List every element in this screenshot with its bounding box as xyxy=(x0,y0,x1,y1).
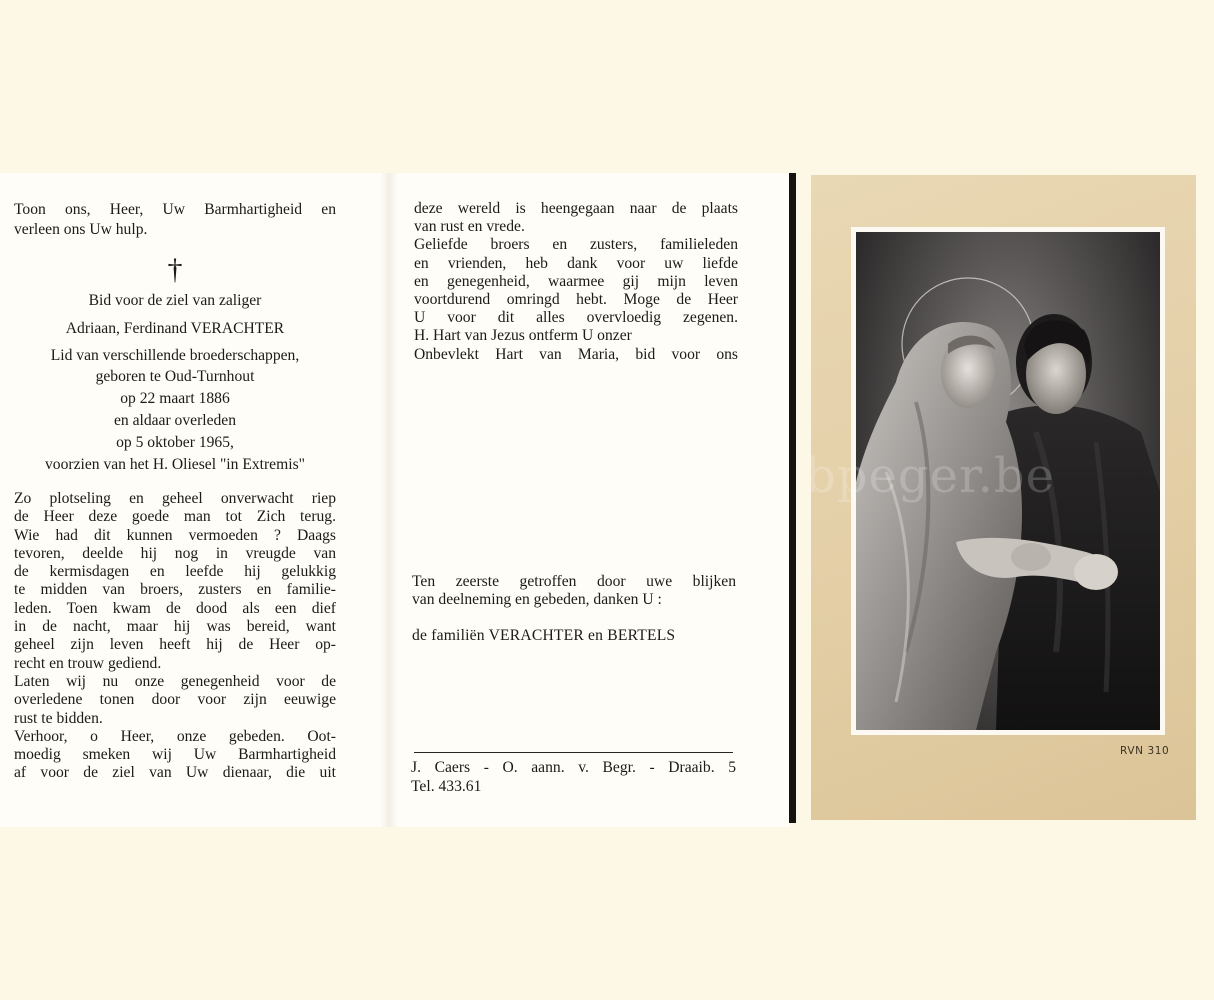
body-line-1: Zo plotseling en geheel onverwacht riep xyxy=(14,489,336,507)
continuation-line-6: voortdurend omringd hebt. Moge de Heer xyxy=(414,291,738,309)
bio-line-5: op 5 oktober 1965, xyxy=(116,433,234,451)
families-line: de familiën VERACHTER en BERTELS xyxy=(412,627,676,644)
continuation-line-8: H. Hart van Jezus ontferm U onzer xyxy=(414,327,632,345)
body-line-5: de kermisdagen en leefde hij gelukkig xyxy=(14,563,336,581)
card-edge-divider xyxy=(789,173,796,823)
body-line-14: Verhoor, o Heer, onze gebeden. Oot- xyxy=(14,727,336,745)
continuation-line-7: U voor dit alles overvloedig zegenen. xyxy=(414,309,738,327)
printer-line-1: J. Caers - O. aann. v. Begr. - Draaib. 5 xyxy=(411,759,736,776)
body-line-13: rust te bidden. xyxy=(14,709,103,727)
continuation-line-9: Onbevlekt Hart van Maria, bid voor ons xyxy=(414,345,738,363)
body-line-4: tevoren, deelde hij nog in vreugde van xyxy=(14,544,336,562)
printer-line-2: Tel. 433.61 xyxy=(411,777,482,795)
card-fold xyxy=(380,173,398,827)
bio-line-3: op 22 maart 1886 xyxy=(120,389,230,407)
thanks-line-1: Ten zeerste getroffen door uwe blijken xyxy=(412,573,736,590)
printer-rule xyxy=(414,752,733,753)
image-catalog-code: RVN 310 xyxy=(1120,745,1170,757)
body-line-2: de Heer deze goede man tot Zich terug. xyxy=(14,508,336,526)
body-line-11: Laten wij nu onze genegenheid voor de xyxy=(14,672,336,690)
left-panel xyxy=(14,200,336,783)
body-line-9: geheel zijn leven heeft hij de Heer op- xyxy=(14,636,336,654)
continuation-line-5: en genegenheid, waarmee gij mijn leven xyxy=(414,272,738,290)
continuation-line-4: en vrienden, heb dank voor uw liefde xyxy=(414,254,738,272)
intro-line: Bid voor de ziel van zaliger xyxy=(88,292,262,310)
thanks-line-2: van deelneming en gebeden, danken U : xyxy=(412,591,662,609)
body-line-10: recht en trouw gediend. xyxy=(14,654,162,672)
body-line-16: af voor de ziel van Uw dienaar, die uit xyxy=(14,764,336,782)
body-line-3: Wie had dit kunnen vermoeden ? Daags xyxy=(14,526,336,544)
bio-line-6: voorzien van het H. Oliesel "in Extremis" xyxy=(45,455,305,473)
body-line-15: moedig smeken wij Uw Barmhartigheid xyxy=(14,746,336,764)
continuation-line-1: deze wereld is heengegaan naar de plaats xyxy=(414,200,738,217)
bio-line-4: en aldaar overleden xyxy=(113,411,237,429)
middle-panel xyxy=(414,200,738,364)
cross-icon: † xyxy=(167,253,183,287)
body-line-12: overledene tonen door voor zijn eeuwige xyxy=(14,691,336,709)
watermark: bpeger.be xyxy=(805,448,1056,504)
body-line-7: leden. Toen kwam de dood als een dief xyxy=(14,599,336,617)
printer-block xyxy=(411,759,736,796)
memorial-card-inside xyxy=(0,173,790,827)
body-line-8: in de nacht, maar hij was bereid, want xyxy=(14,618,336,636)
body-text xyxy=(14,490,336,783)
thanks-block xyxy=(412,573,736,610)
prayer-line-2: verleen ons Uw hulp. xyxy=(14,220,148,238)
bio-line-1: Lid van verschillende broederschappen, xyxy=(50,347,300,365)
continuation-line-3: Geliefde broers en zusters, familieleden xyxy=(414,236,738,254)
continuation-line-2: van rust en vrede. xyxy=(414,218,525,236)
bio-line-2: geboren te Oud-Turnhout xyxy=(95,367,255,385)
prayer-line-1: Toon ons, Heer, Uw Barmhartigheid en xyxy=(14,201,336,218)
body-line-6: te midden van broers, zusters en familie- xyxy=(14,581,336,599)
deceased-name: Adriaan, Ferdinand VERACHTER xyxy=(65,319,285,337)
